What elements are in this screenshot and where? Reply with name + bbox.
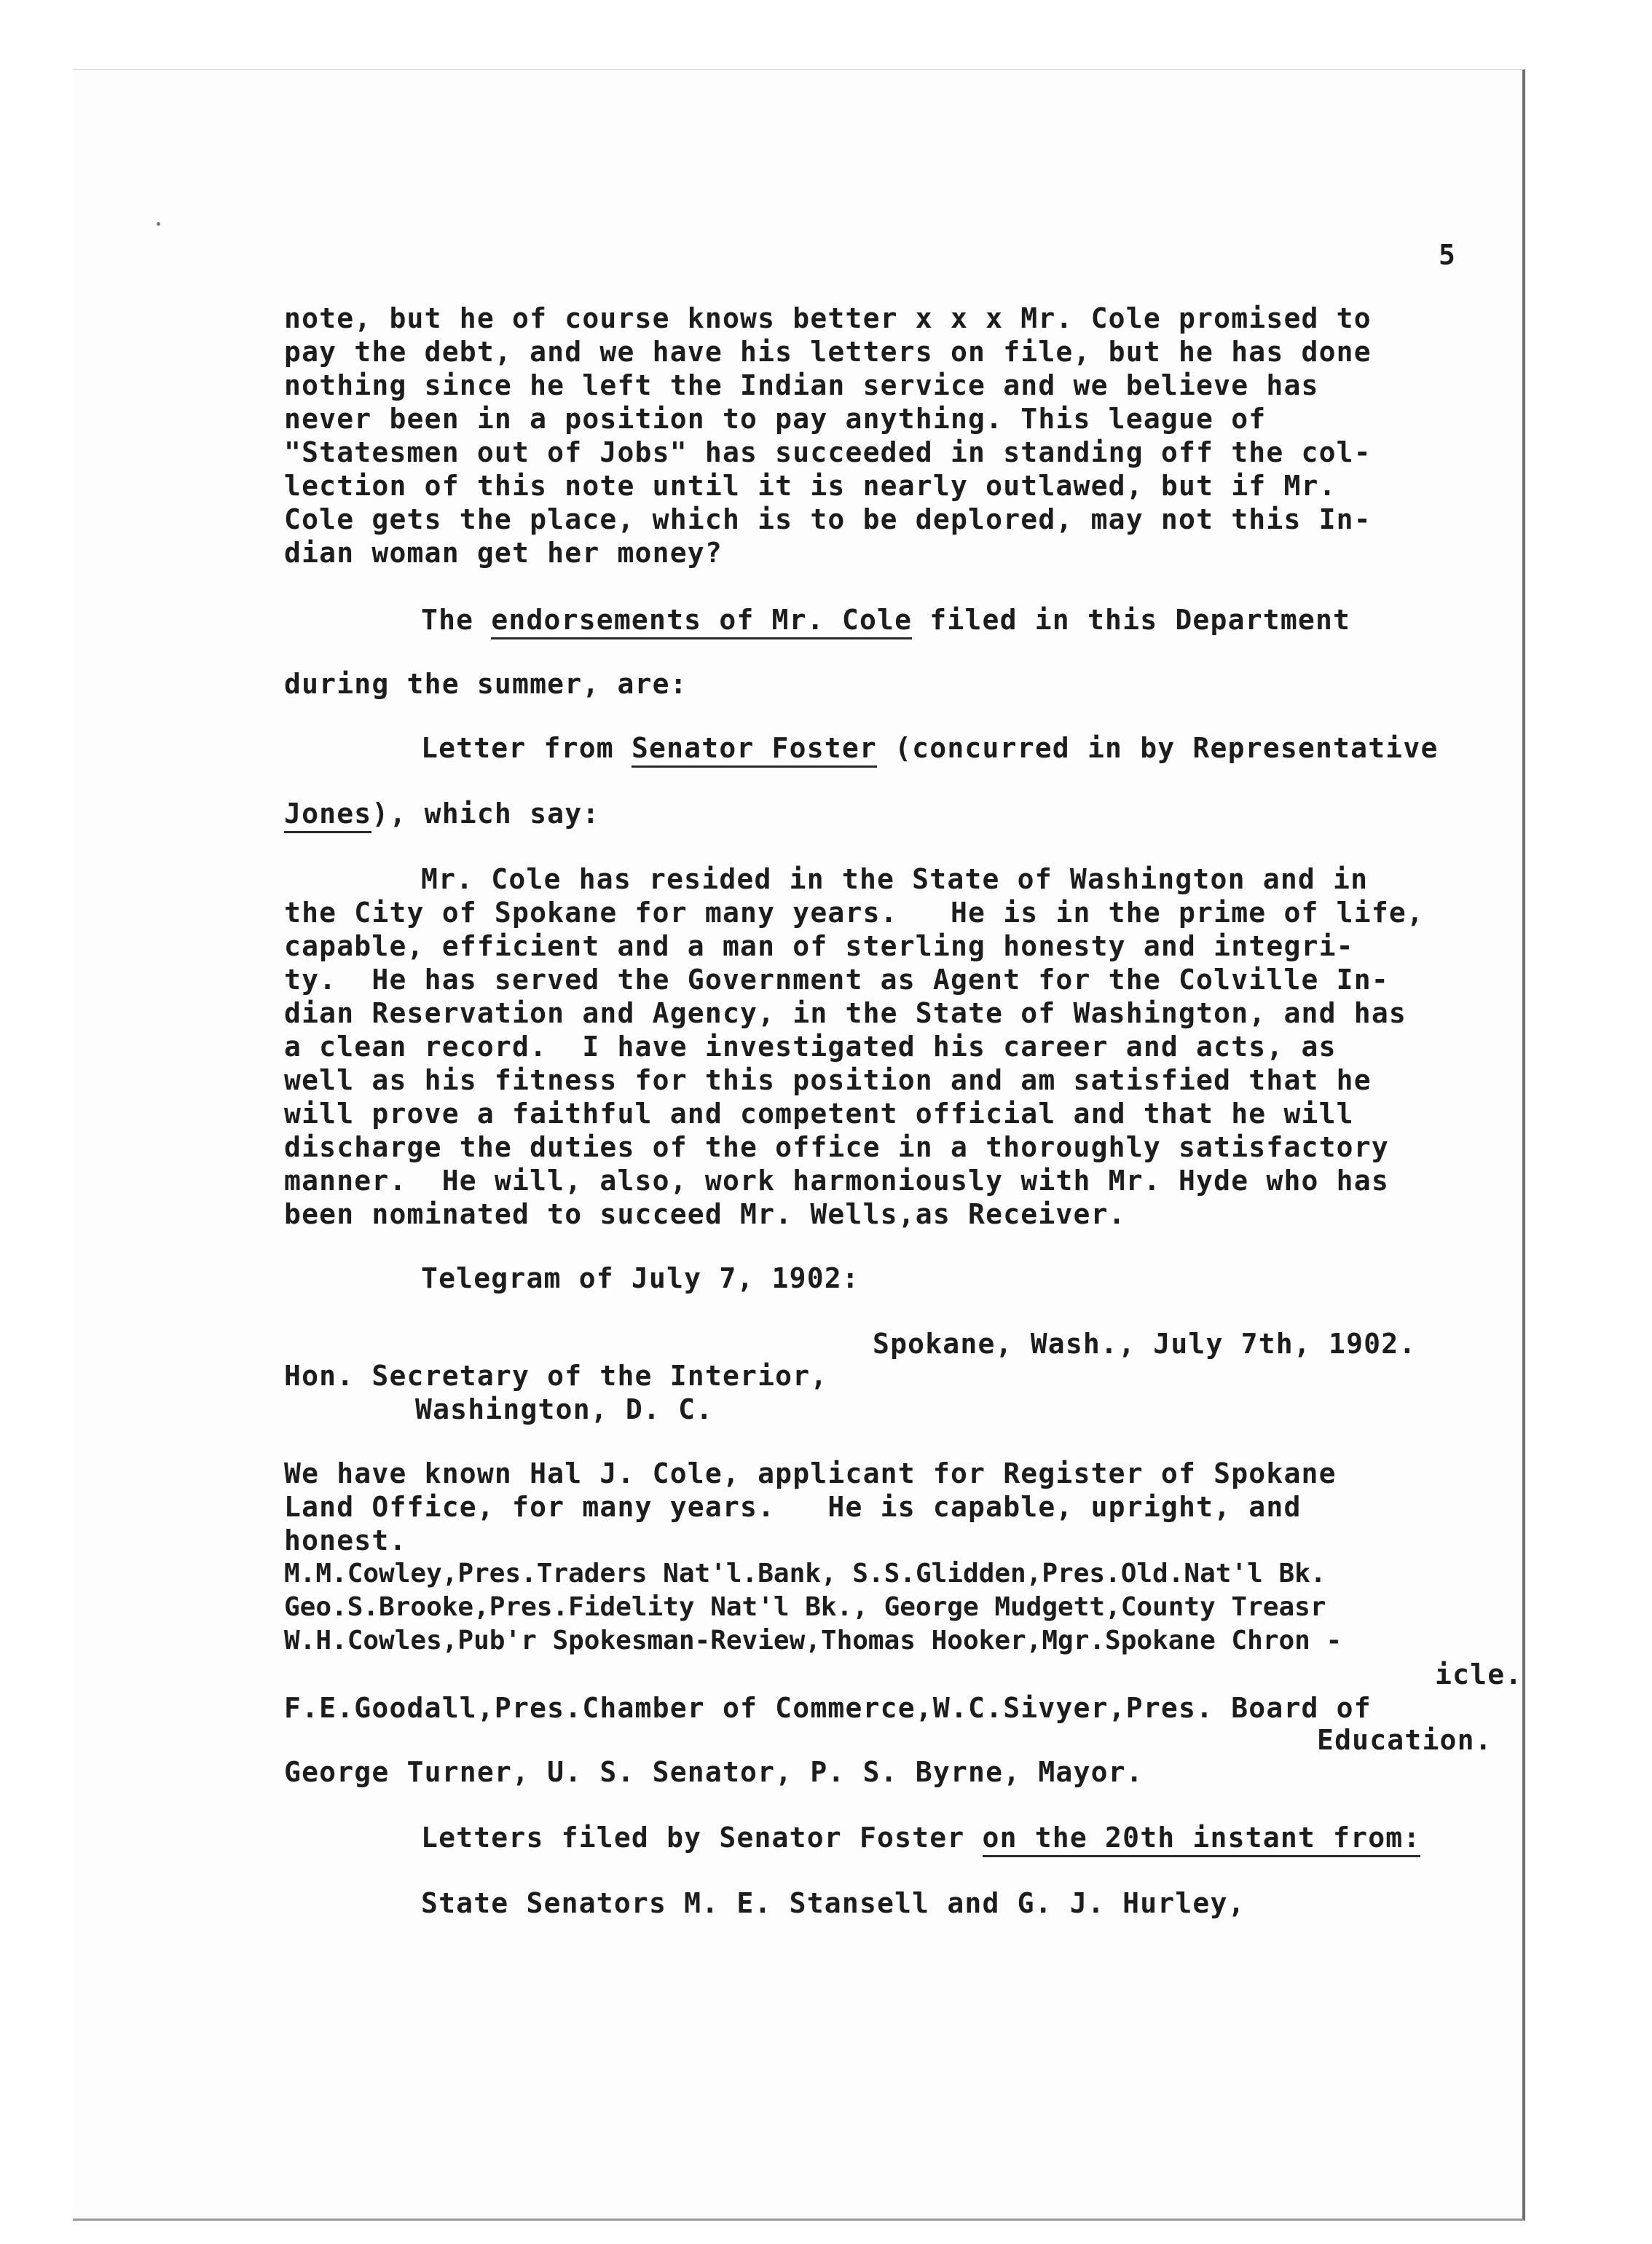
text-line: lection of this note until it is nearly outlawed, but if Mr. xyxy=(284,470,1337,502)
underlined-text: endorsements of Mr. Cole xyxy=(491,604,912,639)
text-line: capable, efficient and a man of sterling honesty and integri- xyxy=(284,930,1354,962)
telegram-addressee: Hon. Secretary of the Interior, xyxy=(284,1360,828,1392)
telegram-heading: Telegram of July 7, 1902: xyxy=(421,1262,860,1294)
page-number: 5 xyxy=(1439,239,1455,271)
underlined-text: on the 20th instant from: xyxy=(983,1822,1421,1857)
text-line: State Senators M. E. Stansell and G. J. Hurley, xyxy=(421,1887,1246,1919)
text-line: a clean record. I have investigated his career and acts, as xyxy=(284,1031,1337,1063)
text-line: discharge the duties of the office in a thoroughly satisfactory xyxy=(284,1131,1389,1163)
signer-line: Education. xyxy=(1317,1724,1492,1756)
signer-line: W.H.Cowles,Pub'r Spokesman-Review,Thomas Hooker,Mgr.Spokane Chron - xyxy=(284,1626,1342,1656)
text-span: (concurred in by Representative xyxy=(877,732,1439,764)
text-line: Land Office, for many years. He is capable, upright, and xyxy=(284,1491,1302,1523)
letters-filed-line xyxy=(421,1821,1420,1854)
text-span: ), which say: xyxy=(371,798,600,830)
text-span: Letters filed by Senator Foster xyxy=(421,1822,983,1854)
text-line: Cole gets the place, which is to be deplored, may not this In- xyxy=(284,503,1372,535)
text-line: dian woman get her money? xyxy=(284,537,723,569)
text-span: Letter from xyxy=(421,732,632,764)
text-span: The xyxy=(421,604,492,636)
text-line: the City of Spokane for many years. He is in the prime of life, xyxy=(284,897,1425,929)
signer-line: icle. xyxy=(1435,1658,1523,1690)
text-line: ty. He has served the Government as Agent for the Colville In- xyxy=(284,964,1389,996)
signer-line: F.E.Goodall,Pres.Chamber of Commerce,W.C.Sivyer,Pres. Board of xyxy=(284,1692,1372,1724)
text-span: filed in this Department xyxy=(912,604,1351,636)
text-line: been nominated to succeed Mr. Wells,as Receiver. xyxy=(284,1198,1126,1230)
text-line: manner. He will, also, work harmoniously with Mr. Hyde who has xyxy=(284,1165,1389,1197)
telegram-dateline: Spokane, Wash., July 7th, 1902. xyxy=(873,1328,1417,1360)
signer-line: George Turner, U. S. Senator, P. S. Byrne, Mayor. xyxy=(284,1756,1144,1788)
text-line: will prove a faithful and competent official and that he will xyxy=(284,1098,1354,1130)
foster-letter-line xyxy=(421,731,1439,765)
text-line: "Statesmen out of Jobs" has succeeded in standing off the col- xyxy=(284,436,1372,468)
text-line: Mr. Cole has resided in the State of Washington and in xyxy=(421,863,1369,895)
foster-letter-line-2 xyxy=(284,797,599,830)
text-line: We have known Hal J. Cole, applicant for Register of Spokane xyxy=(284,1457,1337,1489)
signer-line: Geo.S.Brooke,Pres.Fidelity Nat'l Bk., George Mudgett,County Treasr xyxy=(284,1592,1326,1622)
text-line: well as his fitness for this position and am satisfied that he xyxy=(284,1064,1372,1096)
text-line: dian Reservation and Agency, in the State of Washington, and has xyxy=(284,997,1407,1029)
text-line: never been in a position to pay anything. This league of xyxy=(284,403,1267,435)
endorsements-line xyxy=(421,603,1350,637)
underlined-text: Senator Foster xyxy=(632,732,877,768)
text-line: pay the debt, and we have his letters on file, but he has done xyxy=(284,336,1372,368)
telegram-addressee: Washington, D. C. xyxy=(415,1393,714,1425)
text-line: nothing since he left the Indian service and we believe has xyxy=(284,369,1319,401)
paper-speck xyxy=(157,222,160,226)
text-line: during the summer, are: xyxy=(284,668,688,700)
underlined-text: Jones xyxy=(284,798,371,833)
text-line: note, but he of course knows better x x x Mr. Cole promised to xyxy=(284,302,1372,334)
signer-line: M.M.Cowley,Pres.Traders Nat'l.Bank, S.S.Glidden,Pres.Old.Nat'l Bk. xyxy=(284,1559,1326,1588)
text-line: honest. xyxy=(284,1524,407,1556)
